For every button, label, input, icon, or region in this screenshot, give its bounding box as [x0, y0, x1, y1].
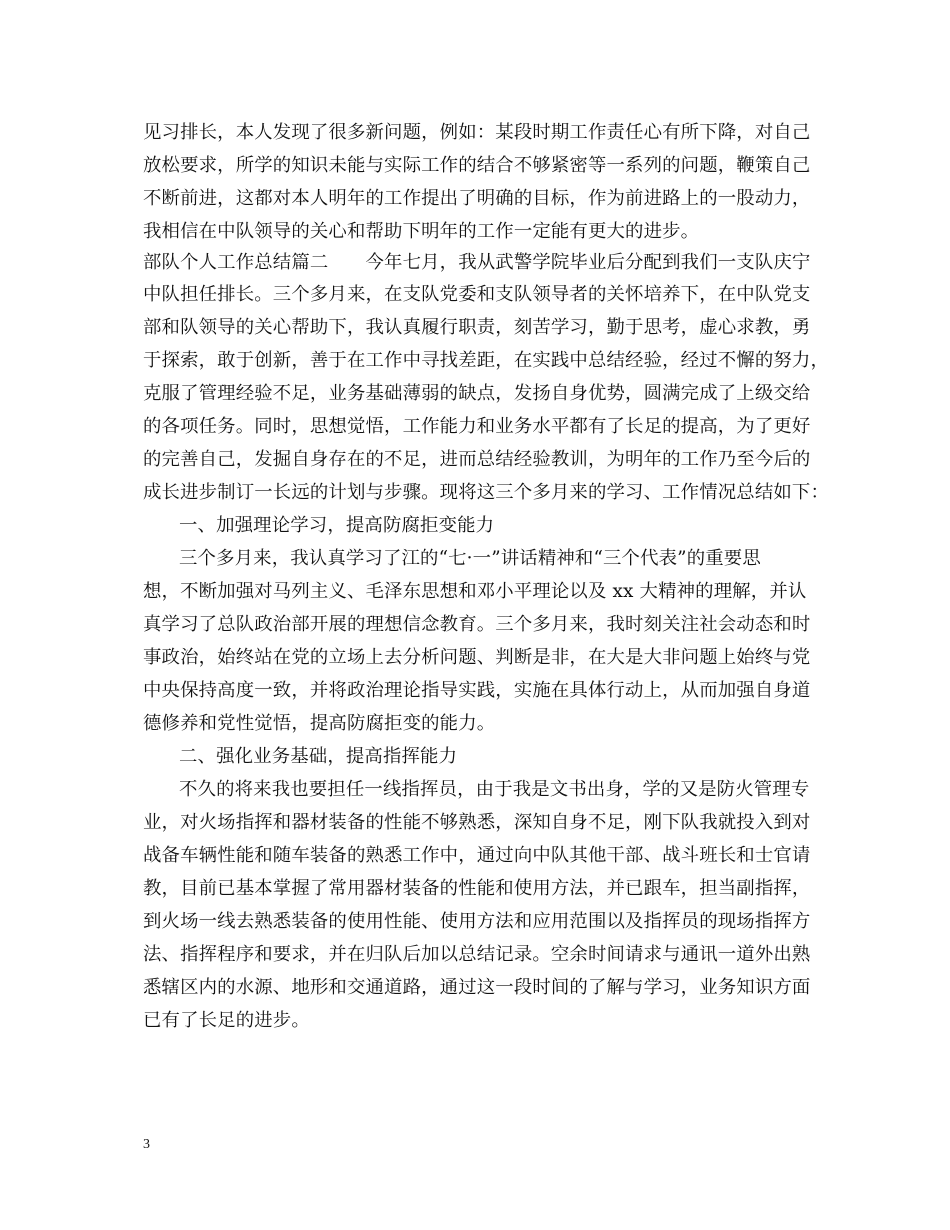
text-line: 放松要求，所学的知识未能与实际工作的结合不够紧密等一系列的问题，鞭策自己 — [143, 155, 811, 176]
text-line: 真学习了总队政治部开展的理想信念教育。三个多月来，我时刻关注社会动态和时 — [143, 614, 811, 635]
text-line: 业，对火场指挥和器材装备的性能不够熟悉，深知自身不足，刚下队我就投入到对 — [143, 812, 811, 833]
section-heading-line: 部队个人工作总结篇二 今年七月，我从武警学院毕业后分配到我们一支队庆宁 — [143, 252, 811, 273]
text-line: 成长进步制订一长远的计划与步骤。现将这三个多月来的学习、工作情况总结如下： — [143, 482, 830, 503]
page-number: 3 — [143, 1137, 150, 1152]
text-line: 中队担任排长。三个多月来，在支队党委和支队领导者的关怀培养下，在中队党支 — [143, 284, 811, 305]
text-line: 不断前进，这都对本人明年的工作提出了明确的目标，作为前进路上的一股动力， — [143, 188, 811, 209]
text-line: 想，不断加强对马列主义、毛泽东思想和邓小平理论以及 xx 大精神的理解，并认 — [143, 581, 807, 602]
text-line: 克服了管理经验不足，业务基础薄弱的缺点，发扬自身优势，圆满完成了上级交给 — [143, 383, 811, 404]
subheading-theory: 一、加强理论学习，提高防腐拒变能力 — [179, 515, 495, 536]
text-line: 法、指挥程序和要求，并在归队后加以总结记录。空余时间请求与通讯一道外出熟 — [143, 944, 811, 965]
text-line: 到火场一线去熟悉装备的使用性能、使用方法和应用范围以及指挥员的现场指挥方 — [143, 911, 811, 932]
text-line: 我相信在中队领导的关心和帮助下明年的工作一定能有更大的进步。 — [143, 221, 700, 242]
text-line: 的各项任务。同时，思想觉悟，工作能力和业务水平都有了长足的提高，为了更好 — [143, 416, 811, 437]
text-line: 见习排长，本人发现了很多新问题，例如：某段时期工作责任心有所下降，对自己 — [143, 122, 811, 143]
text-line: 的完善自己，发掘自身存在的不足，进而总结经验教训，为明年的工作乃至今后的 — [143, 449, 811, 470]
text-line: 战备车辆性能和随车装备的熟悉工作中，通过向中队其他干部、战斗班长和士官请 — [143, 845, 811, 866]
text-line: 不久的将来我也要担任一线指挥员，由于我是文书出身，学的又是防火管理专 — [179, 779, 810, 800]
text-line: 中央保持高度一致，并将政治理论指导实践，实施在具体行动上，从而加强自身道 — [143, 680, 811, 701]
text-line: 事政治，始终站在党的立场上去分析问题、判断是非，在大是大非问题上始终与党 — [143, 647, 811, 668]
text-line: 于探索，敢于创新，善于在工作中寻找差距，在实践中总结经验，经过不懈的努力， — [143, 350, 830, 371]
text-line: 部和队领导的关心帮助下，我认真履行职责，刻苦学习，勤于思考，虚心求教，勇 — [143, 317, 811, 338]
text-line: 教，目前已基本掌握了常用器材装备的性能和使用方法，并已跟车，担当副指挥， — [143, 878, 811, 899]
text-line: 已有了长足的进步。 — [143, 1010, 310, 1031]
text-line: 德修养和党性觉悟，提高防腐拒变的能力。 — [143, 713, 496, 734]
text-line: 三个多月来，我认真学习了江的“七·一”讲话精神和“三个代表”的重要思 — [179, 548, 761, 569]
text-line: 悉辖区内的水源、地形和交通道路，通过这一段时间的了解与学习，业务知识方面 — [143, 977, 811, 998]
subheading-business: 二、强化业务基础，提高指挥能力 — [179, 746, 458, 767]
